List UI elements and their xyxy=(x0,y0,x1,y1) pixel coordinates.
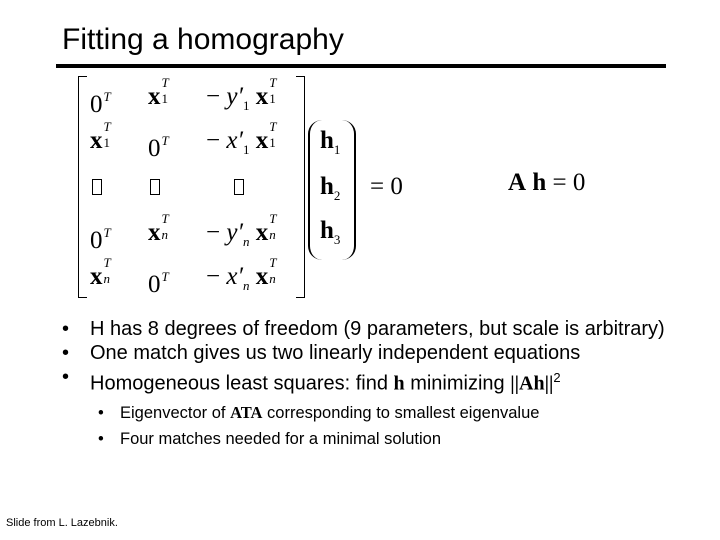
vector-right-paren xyxy=(340,120,356,260)
title-underline xyxy=(56,64,666,68)
matrix-r4-c3: − $y'_n$ x T n xyxy=(206,211,277,249)
vector-h1: $h_1$ xyxy=(320,127,341,157)
matrix-r5-c2: $0^T$ xyxy=(148,269,169,298)
matrix-left-bracket xyxy=(78,76,87,298)
matrix-r4-c1: $0^T$ xyxy=(90,225,111,254)
bullet-marker: • xyxy=(62,318,70,340)
vector-h3: $h_3$ xyxy=(320,217,341,247)
bullet-marker: • xyxy=(98,429,104,448)
bullet-marker: • xyxy=(98,403,104,422)
matrix-r3-c2-placeholder xyxy=(150,172,160,202)
bullet-marker: • xyxy=(62,342,70,364)
matrix-right-bracket xyxy=(296,76,305,298)
matrix-r3-c1-placeholder xyxy=(92,172,102,202)
matrix-r5-c3: − $x'_n$ x T n xyxy=(206,255,277,293)
compact-equation: A h = 0 xyxy=(508,169,586,196)
vector-h2: $h_2$ xyxy=(320,173,341,203)
slide-credit: Slide from L. Lazebnik. xyxy=(6,517,118,529)
sub-bullet-item: • Four matches needed for a minimal solution xyxy=(98,429,441,448)
slide-title: Fitting a homography xyxy=(62,23,344,56)
matrix-r2-c3: − $x'_1$ x T 1 xyxy=(206,119,277,157)
matrix-r5-c1: x T n xyxy=(90,255,111,290)
bullet-item: • One match gives us two linearly independent equations xyxy=(62,342,581,364)
matrix-r2-c1: x T 1 xyxy=(90,119,111,154)
equation-rhs: = 0 xyxy=(370,173,403,200)
matrix-r1-c1: $0^T$ xyxy=(90,89,111,118)
matrix-r1-c3: − $y'_1$ x T 1 xyxy=(206,75,277,113)
bullet-marker: • xyxy=(62,366,70,388)
matrix-r4-c2: x T n xyxy=(148,211,169,246)
sub-bullet-item: • Eigenvector of ATA corresponding to smallest eigenvalue xyxy=(98,402,540,422)
bullet-item: • Homogeneous least squares: find h minimizing $||Ah||^2$ xyxy=(62,366,561,395)
bullet-list xyxy=(62,318,702,450)
matrix-r2-c2: $0^T$ xyxy=(148,133,169,162)
matrix-r3-c3-placeholder xyxy=(234,172,244,202)
matrix-r1-c2: x T 1 xyxy=(148,75,169,110)
bullet-item: • H has 8 degrees of freedom (9 parameters, but scale is arbitrary) xyxy=(62,318,665,340)
